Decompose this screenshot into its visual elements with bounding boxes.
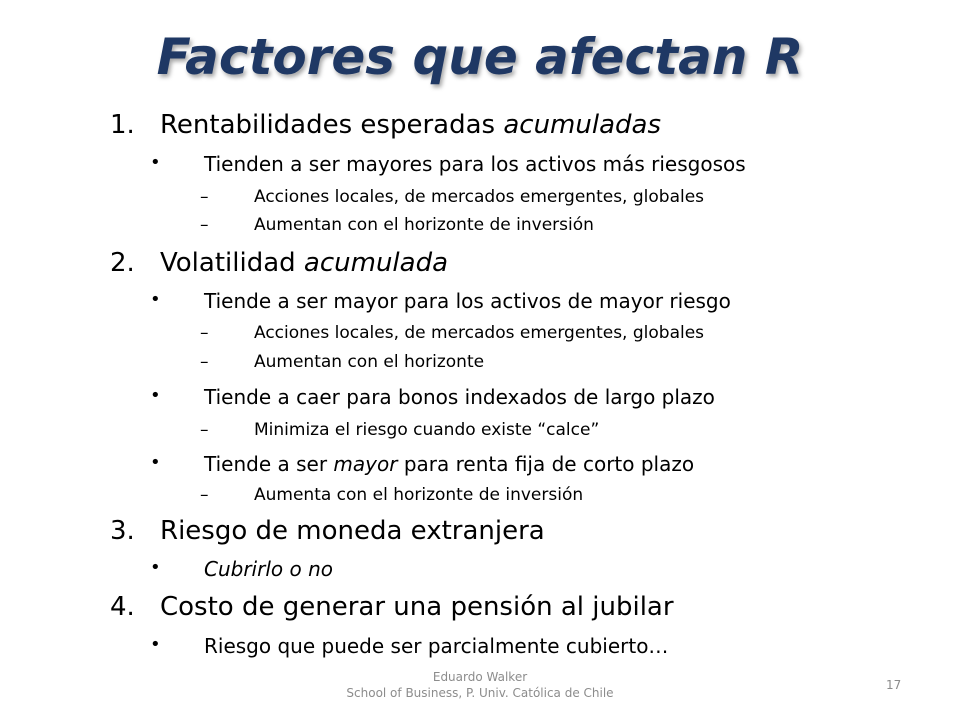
- sub-bullet-text: Cubrirlo o no: [204, 557, 333, 581]
- bullet-icon: •: [150, 152, 161, 173]
- dash-item-text: Aumentan con el horizonte: [254, 352, 485, 372]
- dash-item-text: Minimiza el riesgo cuando existe “calce”: [254, 420, 600, 440]
- dash-icon: –: [200, 187, 209, 207]
- item-text: [160, 248, 448, 278]
- sub-bullet-text: [204, 452, 694, 476]
- dash-icon: –: [200, 420, 209, 440]
- bullet-icon: •: [150, 452, 161, 473]
- text-part: para renta fija de corto plazo: [397, 452, 695, 476]
- sub-bullet-text: Tiende a caer para bonos indexados de largo plazo: [204, 385, 715, 409]
- bullet-icon: •: [150, 385, 161, 406]
- slide-title: Factores que afectan R: [156, 28, 804, 86]
- item-text: Riesgo de moneda extranjera: [160, 516, 545, 546]
- text-italic: mayor: [333, 452, 398, 476]
- item-text-part: Rentabilidades esperadas: [160, 110, 504, 140]
- bullet-icon: •: [150, 634, 161, 655]
- item-text-part: Volatilidad: [160, 248, 304, 278]
- page-number: 17: [886, 678, 902, 692]
- item-text-italic: acumuladas: [503, 110, 661, 140]
- dash-icon: –: [200, 215, 209, 235]
- sub-bullet-text: Tienden a ser mayores para los activos más riesgosos: [204, 152, 746, 176]
- bullet-icon: •: [150, 289, 161, 310]
- footer: [0, 669, 960, 701]
- dash-icon: –: [200, 323, 209, 343]
- sub-bullet-text: Tiende a ser mayor para los activos de mayor riesgo: [204, 289, 731, 313]
- bullet-icon: •: [150, 557, 161, 578]
- footer-author: Eduardo Walker: [432, 670, 528, 684]
- footer-institution: School of Business, P. Univ. Católica de Chile: [346, 686, 614, 700]
- item-number: 1.: [110, 110, 135, 140]
- item-number: 3.: [110, 516, 135, 546]
- dash-item-text: Aumenta con el horizonte de inversión: [254, 485, 584, 505]
- item-number: 4.: [110, 592, 135, 622]
- dash-icon: –: [200, 352, 209, 372]
- dash-item-text: Acciones locales, de mercados emergentes, globales: [254, 187, 705, 207]
- dash-item-text: Acciones locales, de mercados emergentes, globales: [254, 323, 705, 343]
- item-number: 2.: [110, 248, 135, 278]
- text-part: Tiende a ser: [204, 452, 334, 476]
- item-text: Costo de generar una pensión al jubilar: [160, 592, 674, 622]
- dash-item-text: Aumentan con el horizonte de inversión: [254, 215, 594, 235]
- dash-icon: –: [200, 485, 209, 505]
- item-text-italic: acumulada: [303, 248, 449, 278]
- sub-bullet-text: Riesgo que puede ser parcialmente cubierto…: [204, 634, 669, 658]
- item-text: [160, 110, 661, 140]
